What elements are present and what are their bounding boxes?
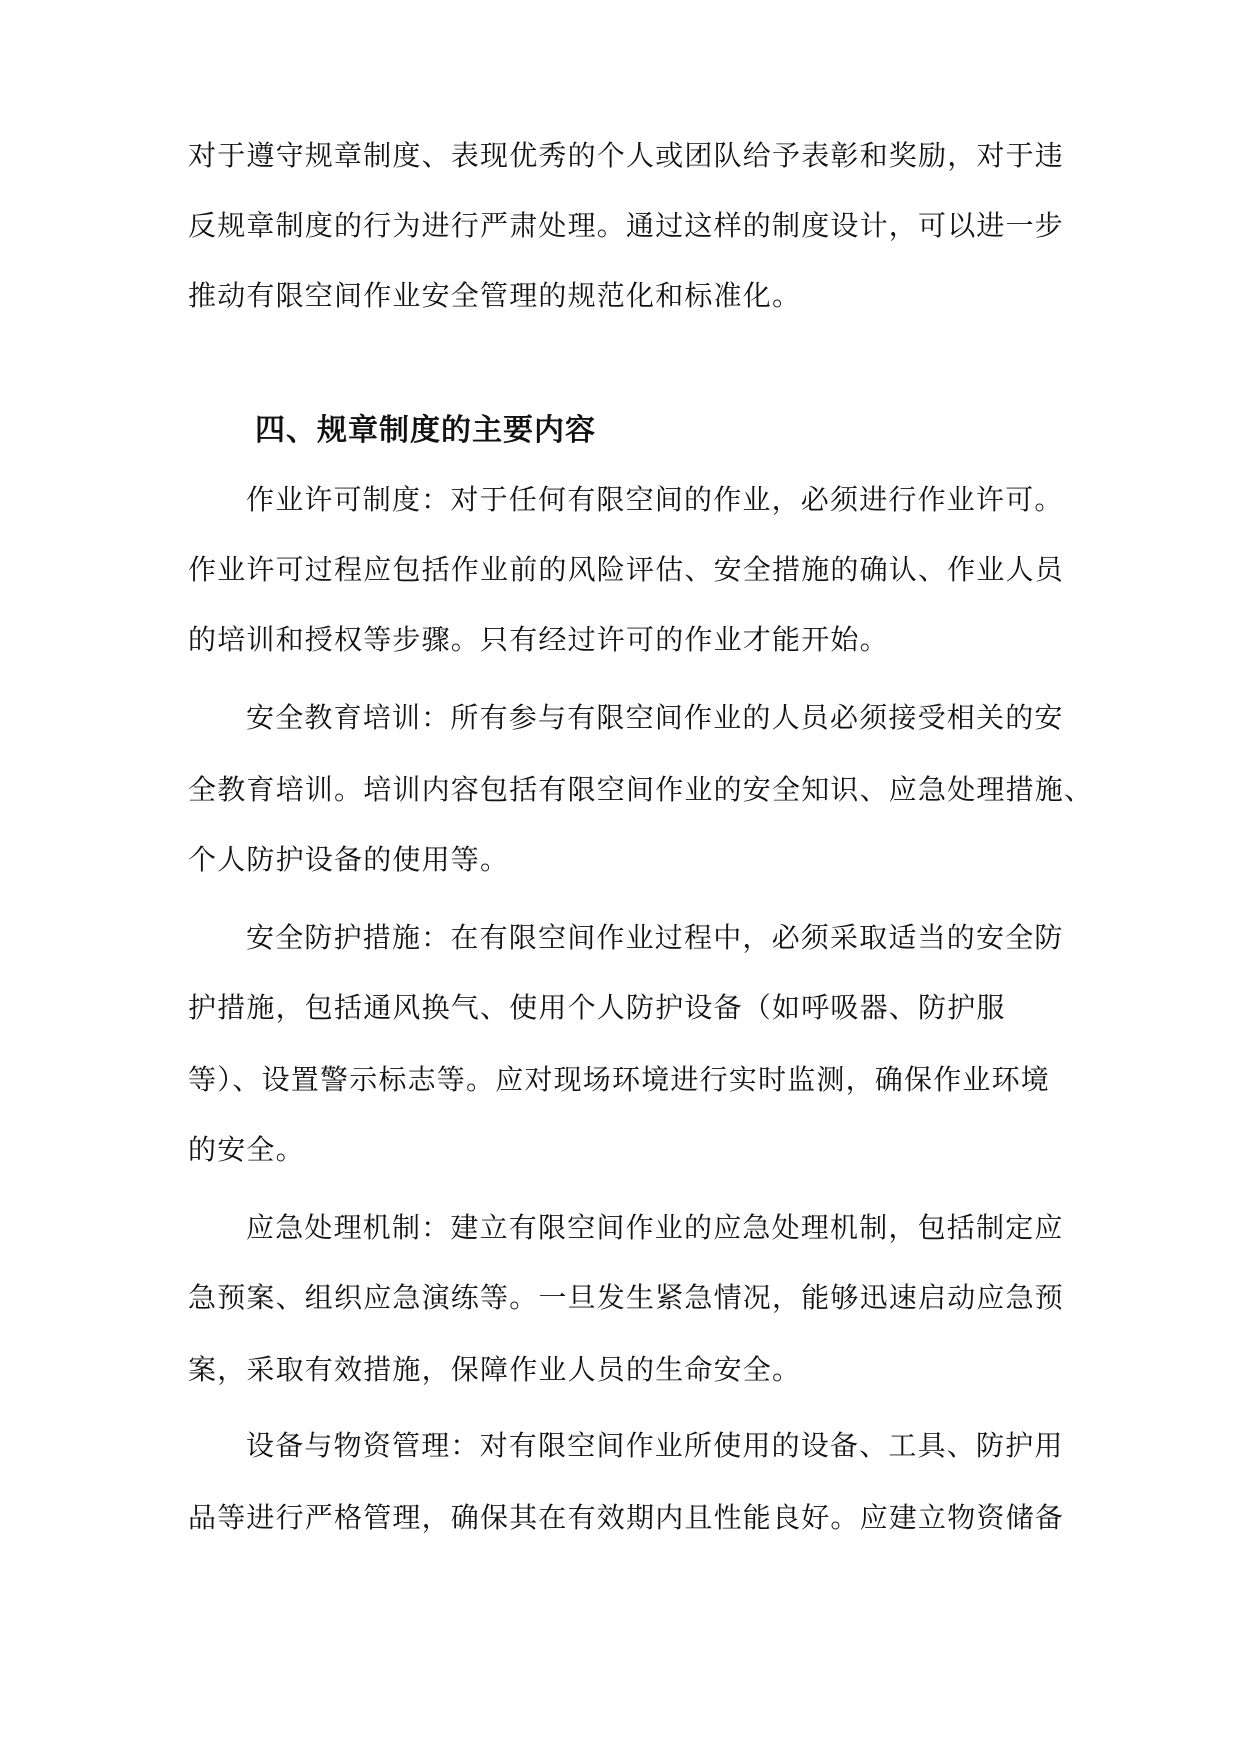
- intro-line-1: 对于遵守规章制度、表现优秀的个人或团队给予表彰和奖励，对于违: [188, 139, 1065, 172]
- intro-line-3: 推动有限空间作业安全管理的规范化和标准化。: [188, 279, 802, 312]
- paragraph-3-line-2: 护措施，包括通风换气、使用个人防护设备（如呼吸器、防护服: [188, 991, 1006, 1024]
- paragraph-4-line-1: 应急处理机制：建立有限空间作业的应急处理机制，包括制定应: [246, 1211, 1064, 1244]
- paragraph-1-line-1: 作业许可制度：对于任何有限空间的作业，必须进行作业许可。: [246, 483, 1064, 516]
- paragraph-4-line-2: 急预案、组织应急演练等。一旦发生紧急情况，能够迅速启动应急预: [188, 1281, 1065, 1314]
- paragraph-1-line-3: 的培训和授权等步骤。只有经过许可的作业才能开始。: [188, 623, 889, 656]
- paragraph-3-line-4: 的安全。: [188, 1133, 305, 1166]
- paragraph-4-line-3: 案，采取有效措施，保障作业人员的生命安全。: [188, 1353, 802, 1386]
- paragraph-2-line-2: 全教育培训。培训内容包括有限空间作业的安全知识、应急处理措施、: [188, 773, 1094, 806]
- paragraph-2-line-3: 个人防护设备的使用等。: [188, 843, 510, 876]
- paragraph-2-line-1: 安全教育培训：所有参与有限空间作业的人员必须接受相关的安: [246, 701, 1064, 734]
- paragraph-3-line-1: 安全防护措施：在有限空间作业过程中，必须采取适当的安全防: [246, 921, 1064, 954]
- section-heading: 四、规章制度的主要内容: [255, 413, 596, 448]
- paragraph-5-line-2: 品等进行严格管理，确保其在有效期内且性能良好。应建立物资储备: [188, 1501, 1065, 1534]
- paragraph-3-line-3: 等）、设置警示标志等。应对现场环境进行实时监测，确保作业环境: [188, 1063, 1051, 1096]
- paragraph-5-line-1: 设备与物资管理：对有限空间作业所使用的设备、工具、防护用: [246, 1429, 1064, 1462]
- paragraph-1-line-2: 作业许可过程应包括作业前的风险评估、安全措施的确认、作业人员: [188, 553, 1065, 586]
- intro-line-2: 反规章制度的行为进行严肃处理。通过这样的制度设计，可以进一步: [188, 209, 1065, 242]
